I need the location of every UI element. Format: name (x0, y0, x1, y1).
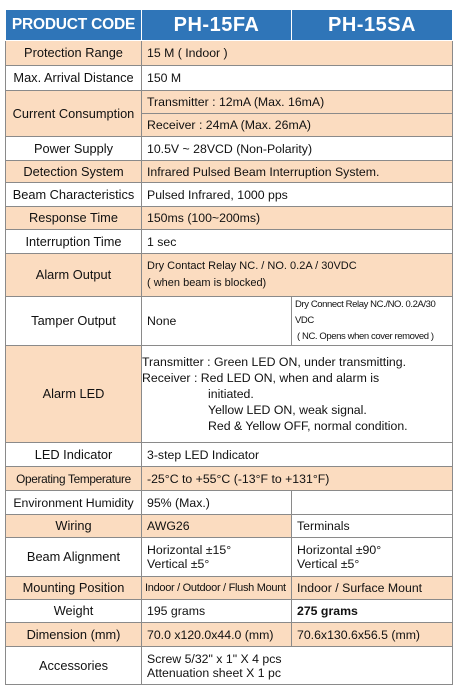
alarm-led-line4: Yellow LED ON, weak signal. (208, 403, 367, 417)
row-label-alarm-output: Alarm Output (6, 254, 142, 297)
alarm-led-cell (142, 346, 453, 443)
table-row (6, 491, 453, 515)
table-row (6, 161, 453, 183)
led-indicator-value: 3-step LED Indicator (142, 443, 453, 467)
model-a-header: PH-15FA (142, 10, 292, 41)
table-row (6, 66, 453, 91)
alarm-output-cell (142, 254, 453, 297)
wiring-value-b: Terminals (292, 515, 453, 538)
model-b-header: PH-15SA (292, 10, 453, 41)
interruption-value: 1 sec (142, 230, 453, 254)
row-label-alarm-led: Alarm LED (6, 346, 142, 443)
table-row (6, 443, 453, 467)
beam-char-value: Pulsed Infrared, 1000 pps (142, 183, 453, 207)
beam-alignment-a-v: Vertical ±5° (147, 557, 210, 571)
mounting-value-b: Indoor / Surface Mount (292, 577, 453, 600)
power-supply-value: 10.5V ~ 28VCD (Non-Polarity) (142, 137, 453, 161)
row-label-tamper: Tamper Output (6, 297, 142, 346)
table-row (6, 91, 453, 137)
row-label-interruption: Interruption Time (6, 230, 142, 254)
row-label-mounting: Mounting Position (6, 577, 142, 600)
dimension-value-b: 70.6x130.6x56.5 (mm) (292, 623, 453, 647)
row-label-beam-char: Beam Characteristics (6, 183, 142, 207)
table-row (6, 254, 453, 297)
row-label-led-indicator: LED Indicator (6, 443, 142, 467)
accessories-cell (142, 647, 453, 685)
row-label-dimension: Dimension (mm) (6, 623, 142, 647)
alarm-output-line2: ( when beam is blocked) (147, 277, 267, 289)
weight-value-b: 275 grams (292, 600, 453, 623)
op-temp-value: -25°C to +55°C (-13°F to +131°F) (142, 467, 453, 491)
row-label-protection-range: Protection Range (6, 41, 142, 66)
row-label-detection: Detection System (6, 161, 142, 183)
tamper-value-b (292, 297, 453, 346)
table-row (6, 577, 453, 600)
beam-alignment-b-v: Vertical ±5° (297, 557, 360, 571)
row-label-beam-alignment: Beam Alignment (6, 538, 142, 577)
alarm-led-line5: Red & Yellow OFF, normal condition. (208, 419, 408, 433)
product-code-header: PRODUCT CODE (6, 10, 142, 41)
table-row (6, 515, 453, 538)
row-label-wiring: Wiring (6, 515, 142, 538)
row-label-humidity: Environment Humidity (6, 491, 142, 515)
humidity-value: 95% (Max.) (142, 491, 292, 515)
protection-range-value: 15 M ( Indoor ) (142, 41, 453, 66)
table-row (6, 230, 453, 254)
table-row (6, 346, 453, 443)
table-row (6, 623, 453, 647)
table-row (6, 41, 453, 66)
table-row (6, 297, 453, 346)
humidity-empty (292, 491, 453, 515)
weight-value-a: 195 grams (142, 600, 292, 623)
tamper-value-a: None (142, 297, 292, 346)
mounting-value-a: Indoor / Outdoor / Flush Mount (142, 577, 292, 600)
current-transmitter: Transmitter : 12mA (Max. 16mA) (147, 95, 325, 109)
beam-alignment-b (292, 538, 453, 577)
table-row (6, 207, 453, 230)
beam-alignment-a (142, 538, 292, 577)
beam-alignment-a-h: Horizontal ±15° (147, 543, 232, 557)
table-row (6, 600, 453, 623)
row-label-current: Current Consumption (6, 91, 142, 137)
accessories-line2: Attenuation sheet X 1 pc (147, 665, 281, 680)
beam-alignment-b-h: Horizontal ±90° (297, 543, 382, 557)
header-row (6, 10, 453, 41)
row-label-op-temp: Operating Temperature (6, 467, 142, 491)
row-label-power-supply: Power Supply (6, 137, 142, 161)
alarm-output-line1: Dry Contact Relay NC. / NO. 0.2A / 30VDC (147, 260, 357, 272)
alarm-led-line1: Transmitter : Green LED ON, under transmitting. (142, 355, 407, 369)
row-label-response: Response Time (6, 207, 142, 230)
alarm-led-line2: Receiver : Red LED ON, when and alarm is (142, 371, 380, 385)
current-cell (142, 91, 453, 137)
row-label-max-arrival: Max. Arrival Distance (6, 66, 142, 91)
tamper-b-line1: Dry Connect Relay NC./NO. 0.2A/30 VDC (295, 299, 436, 326)
tamper-b-line2: ( NC. Opens when cover removed ) (297, 331, 434, 342)
row-label-weight: Weight (6, 600, 142, 623)
current-receiver: Receiver : 24mA (Max. 26mA) (142, 113, 452, 136)
table-row (6, 467, 453, 491)
alarm-led-line3: initiated. (208, 387, 254, 401)
dimension-value-a: 70.0 x120.0x44.0 (mm) (142, 623, 292, 647)
table-row (6, 538, 453, 577)
response-value: 150ms (100~200ms) (142, 207, 453, 230)
table-row (6, 183, 453, 207)
row-label-accessories: Accessories (6, 647, 142, 685)
wiring-value-a: AWG26 (142, 515, 292, 538)
table-row (6, 647, 453, 685)
spec-table (5, 9, 453, 685)
table-row (6, 137, 453, 161)
detection-value: Infrared Pulsed Beam Interruption System. (142, 161, 453, 183)
max-arrival-value: 150 M (142, 66, 453, 91)
accessories-line1: Screw 5/32" x 1" X 4 pcs (147, 651, 282, 666)
